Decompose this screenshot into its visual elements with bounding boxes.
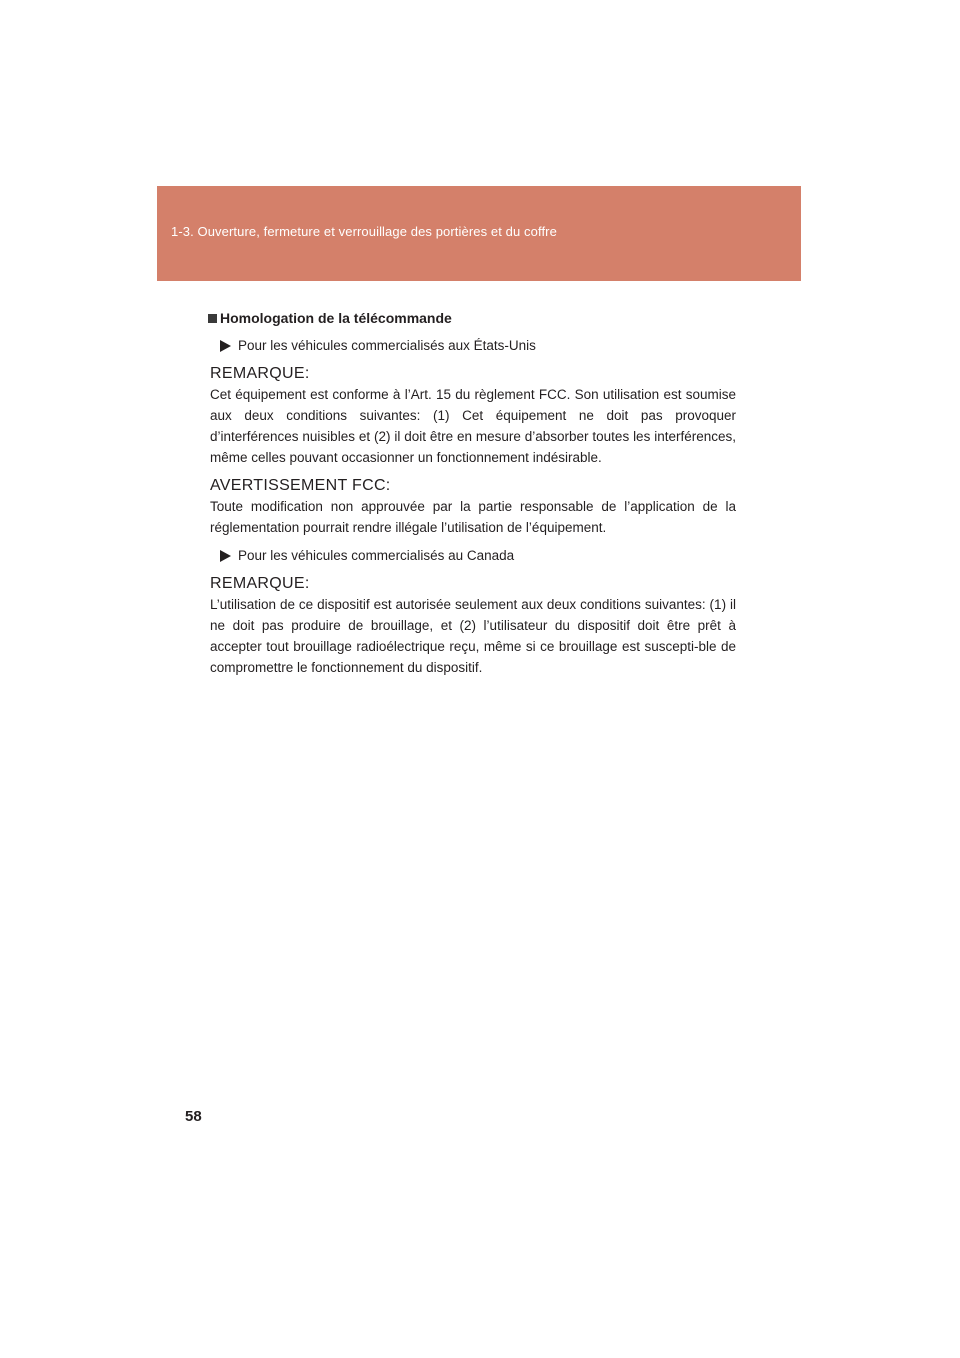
us-note-title: REMARQUE: — [210, 365, 310, 382]
ca-bullet — [210, 546, 736, 566]
section-title: 1-3. Ouverture, fermeture et verrouillage des portières et du coffre — [171, 224, 557, 239]
square-bullet-icon — [208, 314, 217, 323]
ca-note — [210, 574, 736, 678]
us-note — [210, 364, 736, 468]
heading-text: Homologation de la télécommande — [220, 310, 452, 326]
us-bullet — [210, 336, 736, 356]
ca-note-text: L’utilisation de ce dispositif est autorisée seulement aux deux conditions suivantes: (1) il ne doit pas produire de brouillage, et (2) l’utilisateur du dispositif doit être prêt à accepter tout brouillage radioélectrique reçu, même si ce brouillage est suscepti-ble de compromettre le fonctionnement du dispositif. — [210, 597, 736, 675]
us-bullet-text: Pour les véhicules commercialisés aux États-Unis — [238, 338, 536, 353]
triangle-bullet-icon — [220, 340, 231, 352]
page-number: 58 — [185, 1108, 202, 1125]
section-header-band — [157, 186, 801, 281]
fcc-warning — [210, 476, 736, 538]
us-note-text: Cet équipement est conforme à l’Art. 15 du règlement FCC. Son utilisation est soumise aux deux conditions suivantes: (1) Cet équipement ne doit pas provoquer d’interférences nuisibles et (2) il doit être en mesure d’absorber toutes les interférences, même celles pouvant occasionner un fonctionnement indésirable. — [210, 387, 736, 465]
ca-note-title: REMARQUE: — [210, 575, 310, 592]
page-content — [210, 308, 736, 678]
ca-bullet-text: Pour les véhicules commercialisés au Canada — [238, 548, 515, 563]
fcc-warning-title: AVERTISSEMENT FCC: — [210, 477, 391, 494]
section-heading — [208, 308, 736, 328]
fcc-warning-text: Toute modification non approuvée par la partie responsable de l’application de la réglementation pourrait rendre illégale l’utilisation de l’équipement. — [210, 499, 736, 535]
triangle-bullet-icon — [220, 550, 231, 562]
